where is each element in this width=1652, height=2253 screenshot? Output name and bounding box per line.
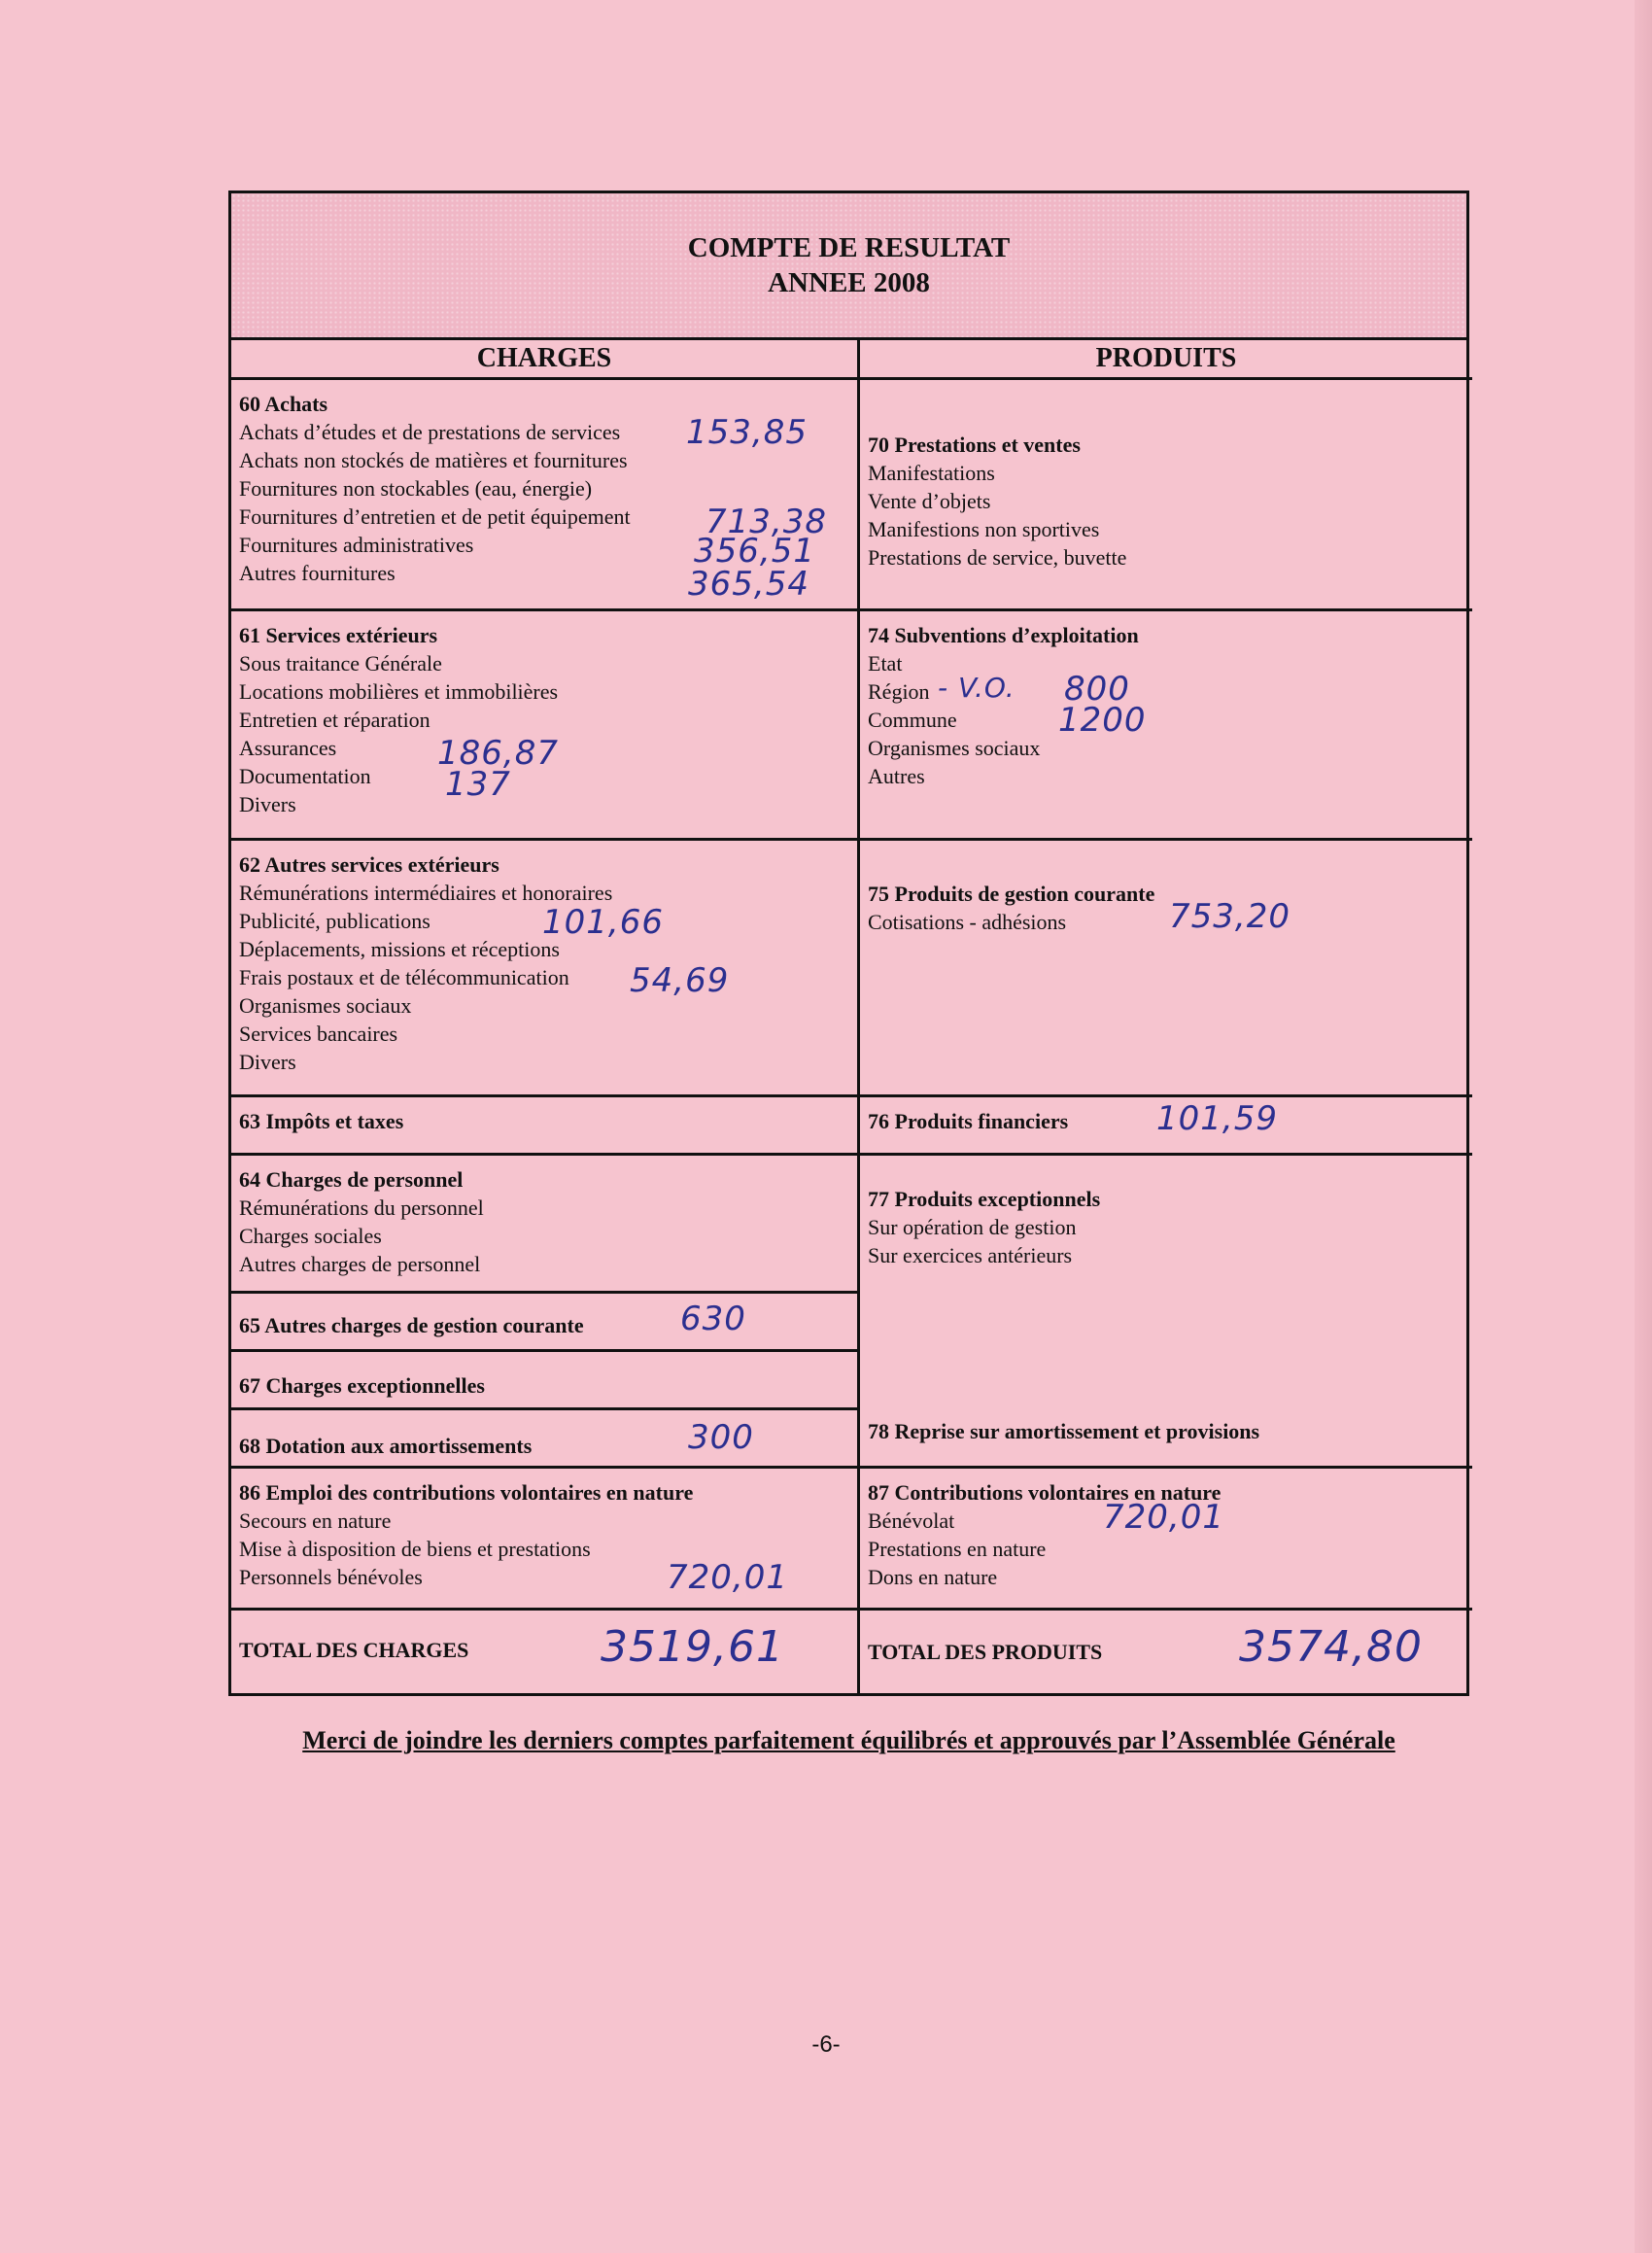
hand-amount-87: 720,01 (1103, 1498, 1224, 1537)
section-60 (231, 377, 860, 608)
hand-amount-62-frais-postaux: 54,69 (630, 961, 730, 1000)
page-number: -6- (811, 2031, 841, 2058)
line-87-3: Dons en nature (868, 1565, 998, 1589)
section-63-title: 63 Impôts et taxes (239, 1109, 404, 1133)
hand-amount-76: 101,59 (1156, 1099, 1278, 1138)
line-70-1: Manifestations (868, 461, 995, 485)
section-86 (231, 1466, 860, 1608)
section-78 (860, 1407, 1472, 1466)
line-62-1: Rémunérations intermédiaires et honoraires (239, 881, 613, 905)
section-64 (231, 1153, 857, 1291)
section-68 (231, 1407, 857, 1466)
section-87 (860, 1466, 1472, 1608)
line-86-2: Mise à disposition de biens et prestations (239, 1537, 591, 1561)
line-87-2: Prestations en nature (868, 1537, 1047, 1561)
line-60-2: Achats non stockés de matières et fournitures (239, 448, 628, 472)
section-61-title: 61 Services extérieurs (239, 623, 438, 647)
hand-amount-60-4: 713,38 (706, 503, 827, 541)
line-62-2: Publicité, publications (239, 909, 430, 933)
section-70-title: 70 Prestations et ventes (868, 433, 1081, 457)
line-60-1: Achats d’études et de prestations de services (239, 420, 621, 444)
total-produits (860, 1608, 1472, 1693)
line-60-3: Fournitures non stockables (eau, énergie) (239, 476, 593, 501)
section-62-title: 62 Autres services extérieurs (239, 852, 499, 877)
total-charges-label: TOTAL DES CHARGES (239, 1638, 469, 1662)
line-60-4: Fournitures d’entretien et de petit équipement (239, 504, 631, 529)
charges-header: CHARGES (231, 340, 860, 377)
line-61-4: Assurances (239, 736, 337, 760)
section-76 (860, 1094, 1472, 1153)
hand-note-region: - V.O. (938, 672, 1015, 704)
line-74-4: Organismes sociaux (868, 736, 1041, 760)
accounts-grid (228, 337, 1469, 1696)
hand-amount-68: 300 (688, 1418, 754, 1457)
section-67-title: 67 Charges exceptionnelles (239, 1373, 485, 1398)
section-74-title: 74 Subventions d’exploitation (868, 623, 1139, 647)
line-62-3: Déplacements, missions et réceptions (239, 937, 560, 961)
title-box (228, 191, 1469, 337)
title-line-2: ANNEE 2008 (768, 267, 930, 298)
line-74-2: Région (868, 679, 930, 704)
line-62-6: Services bancaires (239, 1022, 398, 1046)
line-75-1: Cotisations - adhésions (868, 910, 1067, 934)
section-78-title: 78 Reprise sur amortissement et provisions (868, 1419, 1260, 1443)
hand-total-produits: 3574,80 (1239, 1622, 1423, 1672)
line-64-1: Rémunérations du personnel (239, 1196, 484, 1220)
section-75-title: 75 Produits de gestion courante (868, 882, 1155, 906)
produits-header: PRODUITS (1095, 343, 1237, 373)
line-70-2: Vente d’objets (868, 489, 991, 513)
charges-stack-64-68 (231, 1153, 860, 1466)
line-61-2: Locations mobilières et immobilières (239, 679, 559, 704)
line-64-3: Autres charges de personnel (239, 1252, 481, 1276)
line-61-3: Entretien et réparation (239, 708, 430, 732)
hand-amount-86: 720,01 (667, 1558, 788, 1597)
income-statement-table (228, 191, 1469, 1696)
line-62-7: Divers (239, 1050, 296, 1074)
line-74-1: Etat (868, 651, 903, 676)
section-77 (860, 1153, 1472, 1407)
line-60-5: Fournitures administratives (239, 533, 474, 557)
section-76-title: 76 Produits financiers (868, 1109, 1069, 1133)
line-60-6: Autres fournitures (239, 561, 396, 585)
section-65-title: 65 Autres charges de gestion courante (239, 1313, 584, 1337)
hand-amount-60-1: 153,85 (686, 413, 808, 452)
hand-amount-75: 753,20 (1169, 897, 1291, 936)
hand-amount-61-assurances: 186,87 (437, 734, 559, 773)
hand-amount-region: 800 (1064, 670, 1130, 709)
total-charges (231, 1608, 860, 1693)
line-62-5: Organismes sociaux (239, 993, 412, 1018)
section-87-title: 87 Contributions volontaires en nature (868, 1480, 1222, 1505)
line-61-6: Divers (239, 792, 296, 816)
section-75 (860, 838, 1472, 1094)
line-87-1: Bénévolat (868, 1508, 955, 1533)
line-86-1: Secours en nature (239, 1508, 392, 1533)
footer-note: Merci de joindre les derniers comptes parfaitement équilibrés et approuvés par l’Assemblée Générale (302, 1726, 1395, 1754)
hand-amount-60-6: 365,54 (688, 565, 809, 604)
section-65 (231, 1291, 857, 1349)
section-74 (860, 608, 1472, 838)
hand-amount-60-5: 356,51 (694, 532, 815, 571)
hand-amount-62-publicite: 101,66 (542, 903, 664, 942)
page-edge-shadow (1635, 0, 1652, 2253)
section-67 (231, 1349, 857, 1407)
line-74-5: Autres (868, 764, 925, 788)
hand-amount-61-documentation: 137 (445, 765, 511, 804)
total-produits-label: TOTAL DES PRODUITS (868, 1640, 1103, 1664)
line-77-2: Sur exercices antérieurs (868, 1243, 1073, 1267)
hand-total-charges: 3519,61 (601, 1622, 784, 1672)
section-63 (231, 1094, 860, 1153)
line-61-5: Documentation (239, 764, 371, 788)
hand-amount-commune: 1200 (1058, 701, 1147, 740)
section-86-title: 86 Emploi des contributions volontaires en nature (239, 1480, 694, 1505)
section-70 (860, 377, 1472, 608)
section-77-title: 77 Produits exceptionnels (868, 1187, 1101, 1211)
line-62-4: Frais postaux et de télécommunication (239, 965, 569, 989)
line-86-3: Personnels bénévoles (239, 1565, 423, 1589)
line-77-1: Sur opération de gestion (868, 1215, 1077, 1239)
hand-amount-65: 630 (680, 1300, 746, 1338)
section-61 (231, 608, 860, 838)
line-70-4: Prestations de service, buvette (868, 545, 1127, 570)
line-70-3: Manifestions non sportives (868, 517, 1100, 541)
title-line-1: COMPTE DE RESULTAT (687, 232, 1011, 263)
section-62 (231, 838, 860, 1094)
section-64-title: 64 Charges de personnel (239, 1167, 464, 1192)
section-68-title: 68 Dotation aux amortissements (239, 1434, 533, 1458)
line-61-1: Sous traitance Générale (239, 651, 442, 676)
line-74-3: Commune (868, 708, 957, 732)
line-64-2: Charges sociales (239, 1224, 382, 1248)
section-60-title: 60 Achats (239, 392, 328, 416)
produits-stack-77-78 (860, 1153, 1472, 1466)
